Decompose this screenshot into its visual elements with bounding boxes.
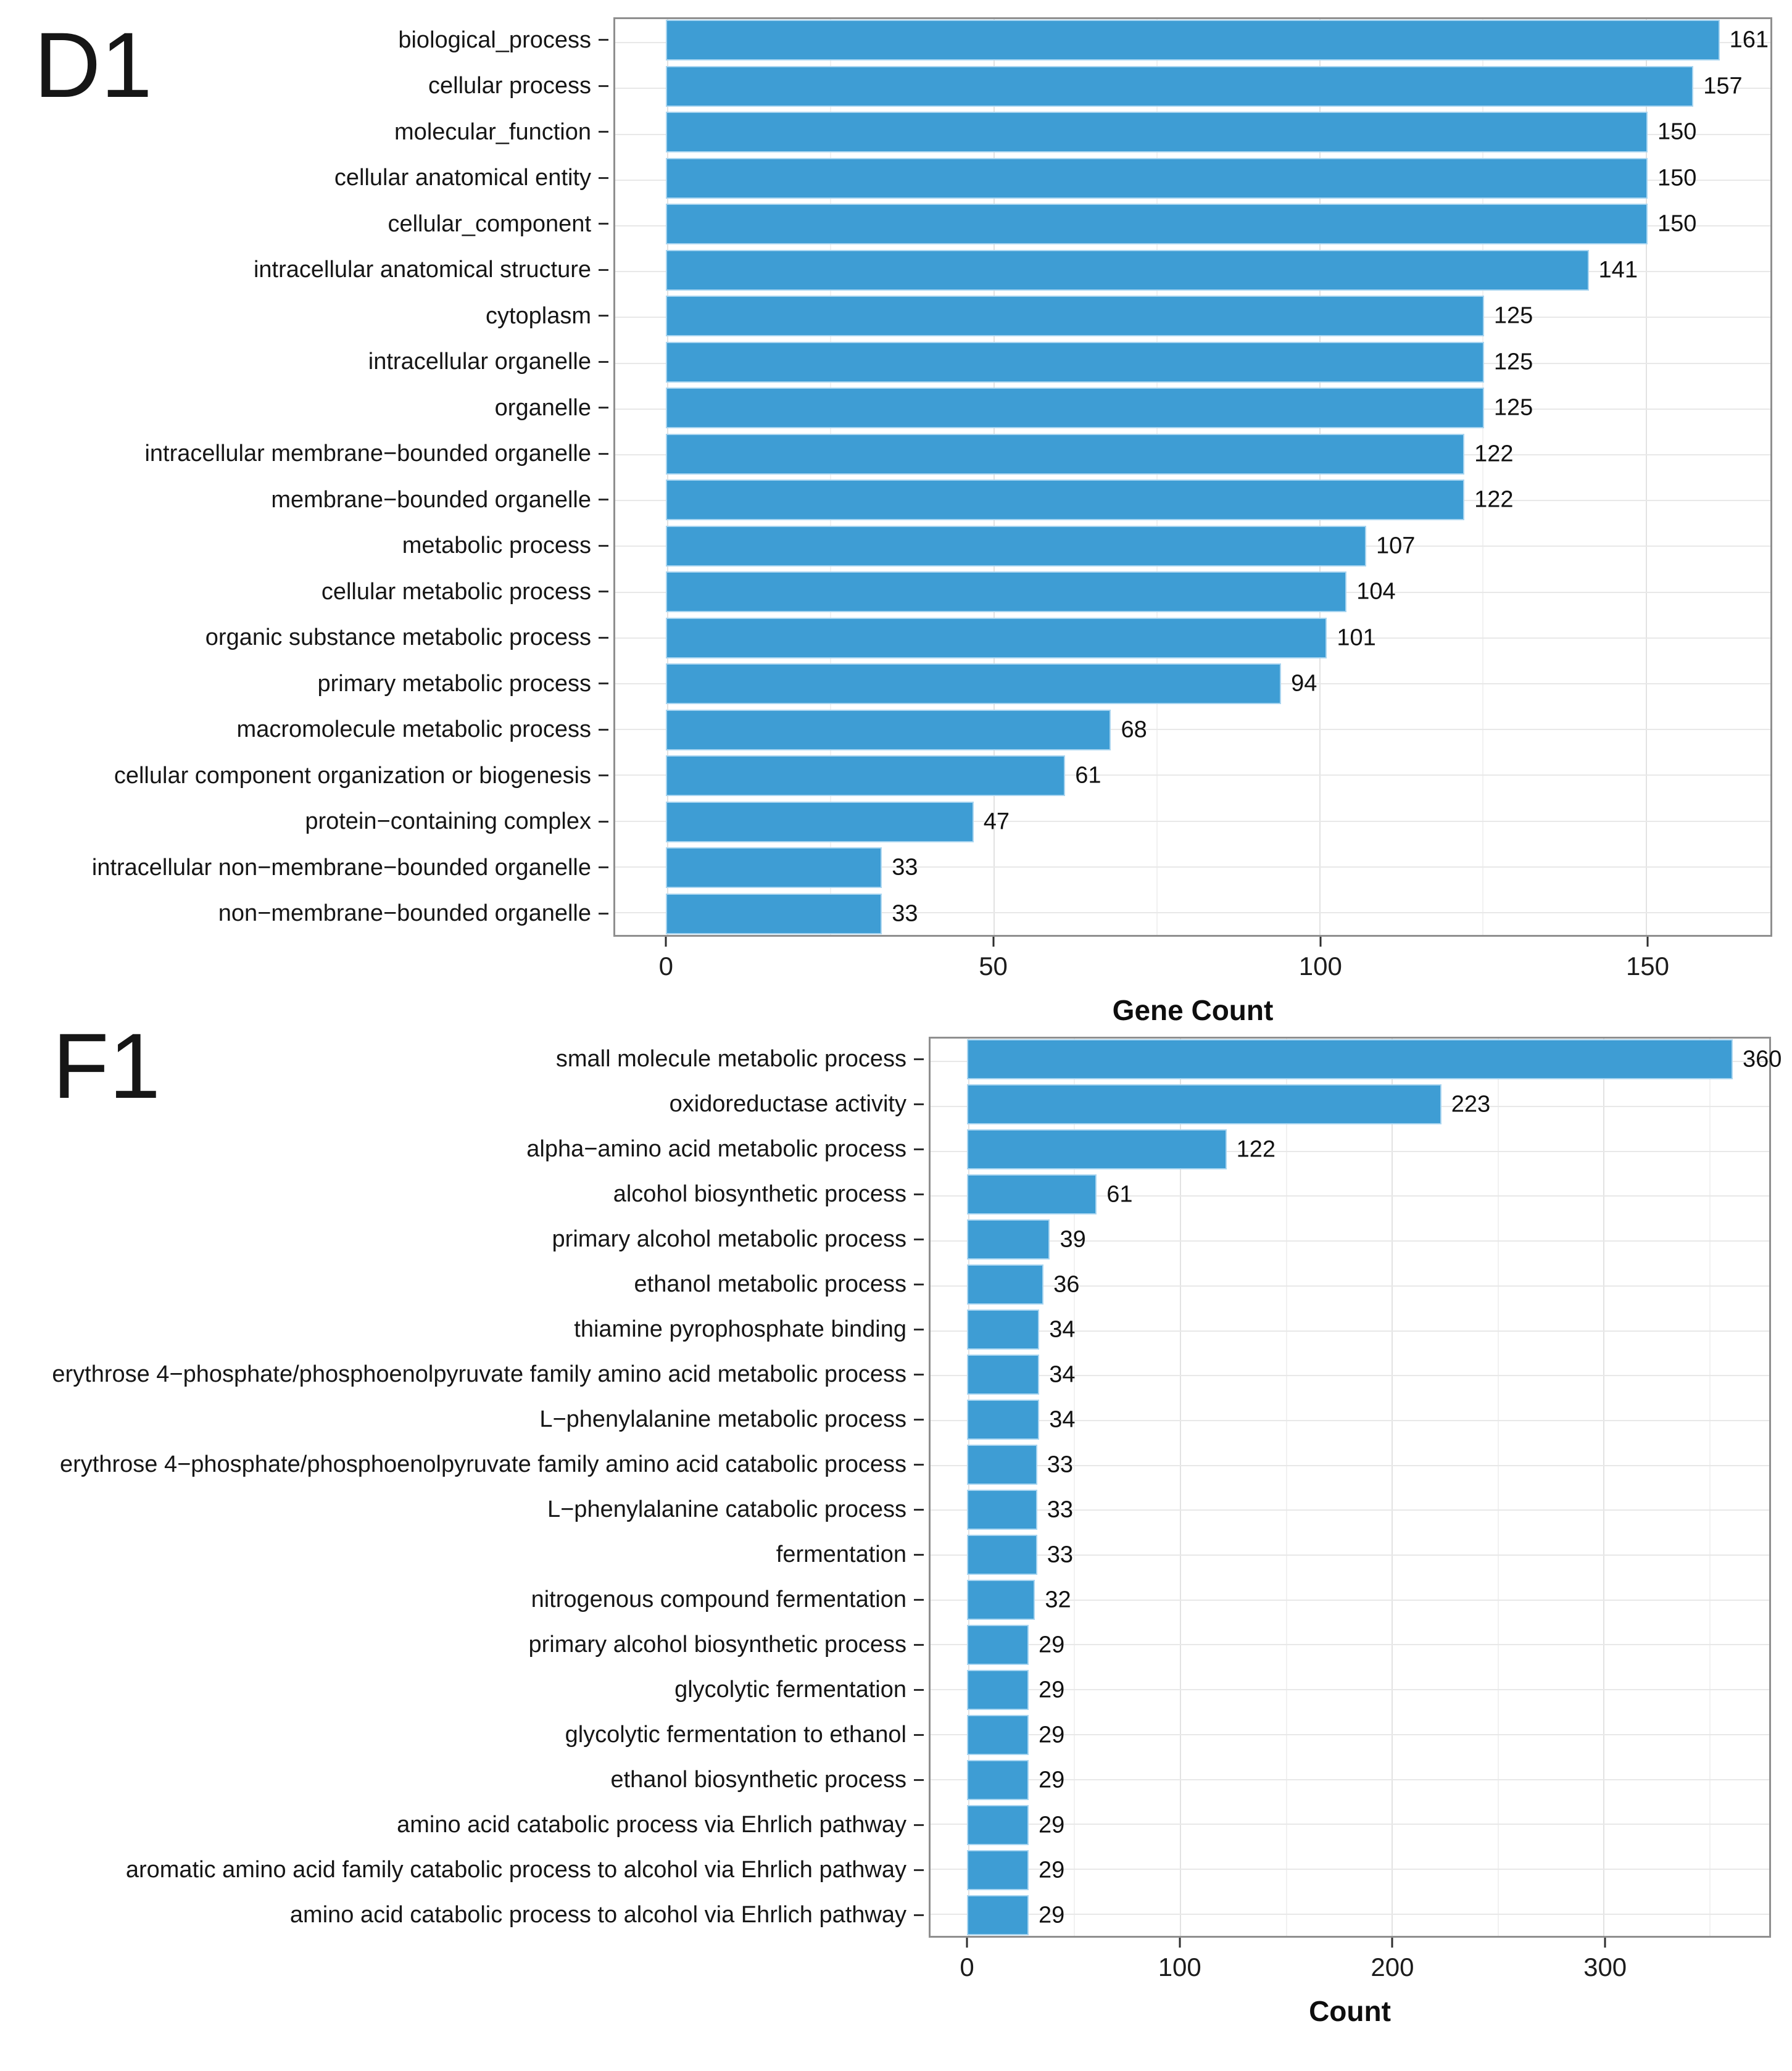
- category-label: [0, 891, 613, 937]
- bar: [967, 1490, 1037, 1529]
- x-tick-label: 50: [979, 952, 1008, 981]
- bar-value-label: 157: [1703, 73, 1743, 99]
- bar: [666, 618, 1327, 658]
- category-label: [0, 753, 613, 799]
- category-label-text: amino acid catabolic process via Ehrlich pathway: [397, 1812, 906, 1838]
- bar-row: [929, 1487, 1771, 1532]
- bar: [967, 1535, 1037, 1574]
- bar-value-label: 29: [1039, 1677, 1065, 1703]
- bar-row: [613, 339, 1772, 386]
- bar-row: [613, 477, 1772, 523]
- bar: [967, 1309, 1039, 1349]
- bar-row: [613, 293, 1772, 339]
- bar: [967, 1219, 1050, 1259]
- category-label: [0, 109, 613, 156]
- category-label: [0, 845, 613, 891]
- bar: [967, 1850, 1029, 1890]
- bar-value-label: 34: [1049, 1316, 1076, 1342]
- bar-row: [613, 753, 1772, 799]
- x-tick-label: 0: [960, 1953, 974, 1982]
- bar-value-label: 29: [1039, 1632, 1065, 1658]
- bar-row: [929, 1217, 1771, 1262]
- x-tick-mark: [1604, 1938, 1606, 1948]
- x-tick-mark: [1646, 937, 1648, 947]
- category-label-text: non−membrane−bounded organelle: [218, 900, 591, 927]
- x-axis-d1: [613, 937, 1772, 1045]
- category-label: [0, 1262, 929, 1307]
- bar-value-label: 33: [892, 854, 918, 881]
- bar-row: [929, 1172, 1771, 1217]
- bar-row: [613, 431, 1772, 478]
- category-label: [0, 1217, 929, 1262]
- bar: [967, 1670, 1029, 1709]
- bar: [666, 894, 882, 934]
- x-axis-title-d1: Gene Count: [1112, 994, 1274, 1026]
- category-label: [0, 1848, 929, 1893]
- bar: [666, 66, 1693, 107]
- bar: [666, 755, 1065, 796]
- bar-value-label: 360: [1742, 1046, 1782, 1072]
- bar: [967, 1895, 1029, 1935]
- category-label-text: amino acid catabolic process to alcohol via Ehrlich pathway: [289, 1902, 906, 1928]
- category-label: [0, 615, 613, 662]
- category-label: [0, 64, 613, 110]
- category-label: [0, 1712, 929, 1758]
- bar-row: [929, 1442, 1771, 1487]
- category-label-text: organelle: [494, 394, 591, 421]
- bar-row: [613, 615, 1772, 662]
- category-label-text: organic substance metabolic process: [205, 625, 591, 651]
- category-label: [0, 799, 613, 845]
- category-label: [0, 1487, 929, 1532]
- category-label-text: erythrose 4−phosphate/phosphoenolpyruvate family amino acid metabolic process: [52, 1361, 906, 1387]
- bar-row: [929, 1667, 1771, 1712]
- bar: [666, 204, 1648, 244]
- bar: [666, 710, 1111, 750]
- x-tick-label: 100: [1158, 1953, 1201, 1982]
- bar-value-label: 33: [1047, 1496, 1074, 1522]
- category-label-text: oxidoreductase activity: [669, 1091, 906, 1117]
- bar: [666, 112, 1648, 152]
- category-label-text: cellular process: [428, 73, 591, 99]
- bar: [666, 250, 1588, 291]
- category-label-text: glycolytic fermentation to ethanol: [565, 1722, 906, 1748]
- bar-value-label: 29: [1039, 1767, 1065, 1793]
- category-label: [0, 1172, 929, 1217]
- bar-row: [929, 1037, 1782, 1082]
- bar-value-label: 34: [1049, 1361, 1076, 1387]
- x-tick-mark: [992, 937, 994, 947]
- bar: [967, 1039, 1733, 1079]
- bar: [967, 1264, 1043, 1304]
- bar: [666, 802, 973, 842]
- bar-value-label: 223: [1451, 1091, 1491, 1117]
- category-axis-d1: [0, 13, 613, 937]
- bar-row: [613, 799, 1772, 845]
- bar: [967, 1625, 1029, 1664]
- x-tick-label: 300: [1583, 1953, 1627, 1982]
- category-label-text: nitrogenous compound fermentation: [531, 1587, 906, 1612]
- category-label: [0, 201, 613, 247]
- x-tick-label: 100: [1298, 952, 1342, 981]
- category-label-text: macromolecule metabolic process: [236, 716, 591, 743]
- bar-value-label: 29: [1039, 1857, 1065, 1883]
- bar: [967, 1355, 1039, 1394]
- panel-label-d1: D1: [34, 13, 152, 117]
- bar: [967, 1400, 1039, 1439]
- x-tick-mark: [1392, 1938, 1393, 1948]
- bar-value-label: 125: [1493, 349, 1533, 375]
- bar: [967, 1760, 1029, 1799]
- category-label: [0, 1577, 929, 1622]
- bar-row: [929, 1307, 1771, 1352]
- category-label-text: erythrose 4−phosphate/phosphoenolpyruvate family amino acid catabolic process: [60, 1451, 906, 1477]
- bar-row: [613, 64, 1772, 110]
- bar-value-label: 47: [983, 808, 1010, 835]
- bar-value-label: 29: [1039, 1722, 1065, 1748]
- bar: [967, 1805, 1029, 1845]
- bar-row: [929, 1893, 1771, 1938]
- category-label: [0, 17, 613, 64]
- category-label-text: alpha−amino acid metabolic process: [526, 1136, 906, 1162]
- category-label: [0, 1622, 929, 1667]
- bars-f1: [929, 1037, 1782, 1938]
- category-label-text: protein−containing complex: [305, 808, 591, 835]
- bar-value-label: 150: [1657, 118, 1697, 145]
- bar-row: [613, 156, 1772, 202]
- bar: [666, 479, 1464, 520]
- x-axis-title-f1: Count: [1309, 1995, 1391, 2027]
- category-label: [0, 1532, 929, 1577]
- x-tick-mark: [1179, 1938, 1180, 1948]
- bar: [666, 20, 1719, 60]
- category-label-text: biological_process: [398, 27, 591, 53]
- bar: [666, 342, 1484, 383]
- bar-value-label: 94: [1291, 670, 1317, 697]
- category-label: [0, 1758, 929, 1803]
- bar-row: [613, 109, 1772, 156]
- bar-value-label: 125: [1493, 394, 1533, 421]
- category-label-text: intracellular anatomical structure: [253, 257, 591, 283]
- bar: [666, 663, 1281, 704]
- category-label-text: cellular_component: [388, 210, 591, 237]
- category-label: [0, 1307, 929, 1352]
- category-label-text: fermentation: [776, 1542, 906, 1567]
- category-label: [0, 1397, 929, 1442]
- x-tick-label: 0: [658, 952, 674, 981]
- bar-row: [929, 1352, 1771, 1397]
- bar-row: [613, 661, 1772, 707]
- bar-row: [613, 247, 1772, 294]
- bar-value-label: 104: [1356, 578, 1396, 605]
- category-label: [0, 1352, 929, 1397]
- category-label-text: membrane−bounded organelle: [271, 486, 591, 513]
- category-label-text: cytoplasm: [485, 302, 591, 329]
- bar: [967, 1445, 1037, 1484]
- bar-value-label: 141: [1598, 257, 1638, 283]
- category-label-text: aromatic amino acid family catabolic process to alcohol via Ehrlich pathway: [125, 1857, 906, 1883]
- bar-row: [929, 1577, 1771, 1622]
- category-label-text: thiamine pyrophosphate binding: [574, 1316, 906, 1342]
- bar-value-label: 122: [1236, 1136, 1276, 1162]
- category-label: [0, 431, 613, 478]
- bar-value-label: 34: [1049, 1406, 1076, 1432]
- bar-row: [929, 1397, 1771, 1442]
- bar: [666, 571, 1346, 612]
- bar: [666, 296, 1484, 336]
- category-label-text: cellular component organization or biogenesis: [114, 762, 591, 789]
- category-label-text: cellular metabolic process: [321, 578, 591, 605]
- bar: [666, 388, 1484, 428]
- category-label-text: cellular anatomical entity: [334, 165, 591, 191]
- bar-value-label: 122: [1474, 441, 1514, 467]
- category-label-text: small molecule metabolic process: [555, 1046, 906, 1072]
- bar-value-label: 125: [1493, 302, 1533, 329]
- bar-value-label: 39: [1060, 1226, 1086, 1252]
- bar-value-label: 29: [1039, 1902, 1065, 1928]
- bar-value-label: 36: [1053, 1271, 1080, 1297]
- category-label-text: alcohol biosynthetic process: [613, 1181, 906, 1207]
- category-label: [0, 661, 613, 707]
- category-label-text: ethanol biosynthetic process: [610, 1767, 906, 1793]
- bar-row: [929, 1082, 1771, 1127]
- bar-row: [613, 707, 1772, 753]
- category-label-text: ethanol metabolic process: [634, 1271, 906, 1297]
- category-label-text: primary alcohol metabolic process: [552, 1226, 906, 1252]
- bar: [967, 1084, 1441, 1124]
- category-label: [0, 1803, 929, 1848]
- category-axis-f1: [0, 1037, 929, 1938]
- bar-row: [929, 1262, 1771, 1307]
- bar-row: [613, 569, 1772, 615]
- bar-row: [613, 201, 1772, 247]
- bar-value-label: 32: [1045, 1587, 1071, 1612]
- x-tick-label: 150: [1625, 952, 1670, 981]
- bar-value-label: 107: [1376, 533, 1416, 559]
- category-label: [0, 156, 613, 202]
- bar-row: [929, 1758, 1771, 1803]
- bar-value-label: 29: [1039, 1812, 1065, 1838]
- bars-d1: [613, 17, 1772, 937]
- bar-row: [929, 1803, 1771, 1848]
- category-label: [0, 523, 613, 570]
- bar-row: [613, 523, 1772, 570]
- x-tick-label: 200: [1371, 1953, 1414, 1982]
- bar-row: [613, 385, 1772, 431]
- bar: [967, 1715, 1029, 1754]
- category-label-text: intracellular membrane−bounded organelle: [144, 441, 591, 467]
- bar-value-label: 61: [1075, 762, 1101, 789]
- category-label-text: metabolic process: [402, 533, 591, 559]
- category-label: [0, 1667, 929, 1712]
- bar-row: [929, 1712, 1771, 1758]
- category-label-text: molecular_function: [394, 118, 591, 145]
- bar-row: [613, 17, 1772, 64]
- category-label-text: L−phenylalanine catabolic process: [547, 1496, 906, 1522]
- bar-value-label: 150: [1657, 165, 1697, 191]
- category-label-text: intracellular organelle: [368, 349, 591, 375]
- bar-value-label: 101: [1337, 625, 1376, 651]
- category-label: [0, 707, 613, 753]
- bar-row: [613, 845, 1772, 891]
- bar-value-label: 61: [1106, 1181, 1133, 1207]
- bar-value-label: 68: [1121, 716, 1147, 743]
- bar-value-label: 33: [892, 900, 918, 927]
- bar: [967, 1174, 1097, 1214]
- bar-chart-f1: [0, 1037, 1782, 2049]
- bar: [666, 158, 1648, 199]
- bar-row: [929, 1622, 1771, 1667]
- category-label: [0, 569, 613, 615]
- x-tick-mark: [1319, 937, 1321, 947]
- category-label: [0, 1037, 929, 1082]
- bar-value-label: 33: [1047, 1451, 1074, 1477]
- x-axis-f1: [929, 1938, 1771, 2046]
- bar-value-label: 161: [1729, 27, 1769, 53]
- category-label: [0, 293, 613, 339]
- category-label: [0, 477, 613, 523]
- x-tick-mark: [966, 1938, 968, 1948]
- category-label: [0, 385, 613, 431]
- panel-label-f1: F1: [52, 1014, 161, 1118]
- category-label: [0, 1127, 929, 1172]
- bar-value-label: 122: [1474, 486, 1514, 513]
- bar: [967, 1129, 1227, 1169]
- bar-value-label: 150: [1657, 210, 1697, 237]
- bar-row: [929, 1127, 1771, 1172]
- category-label: [0, 339, 613, 386]
- category-label: [0, 247, 613, 294]
- category-label-text: intracellular non−membrane−bounded organelle: [91, 854, 591, 881]
- category-label-text: primary metabolic process: [317, 670, 591, 697]
- bar: [967, 1580, 1035, 1619]
- x-tick-mark: [665, 937, 667, 947]
- bar-value-label: 33: [1047, 1542, 1074, 1567]
- bar: [666, 526, 1366, 567]
- category-label-text: L−phenylalanine metabolic process: [539, 1406, 906, 1432]
- bar-chart-d1: [0, 13, 1772, 1048]
- bar-row: [929, 1532, 1771, 1577]
- bar: [666, 434, 1464, 475]
- bar-row: [613, 891, 1772, 937]
- category-label: [0, 1442, 929, 1487]
- category-label-text: glycolytic fermentation: [674, 1677, 906, 1703]
- category-label-text: primary alcohol biosynthetic process: [528, 1632, 906, 1658]
- category-label: [0, 1893, 929, 1938]
- bar-row: [929, 1848, 1771, 1893]
- bar: [666, 847, 882, 888]
- category-label: [0, 1082, 929, 1127]
